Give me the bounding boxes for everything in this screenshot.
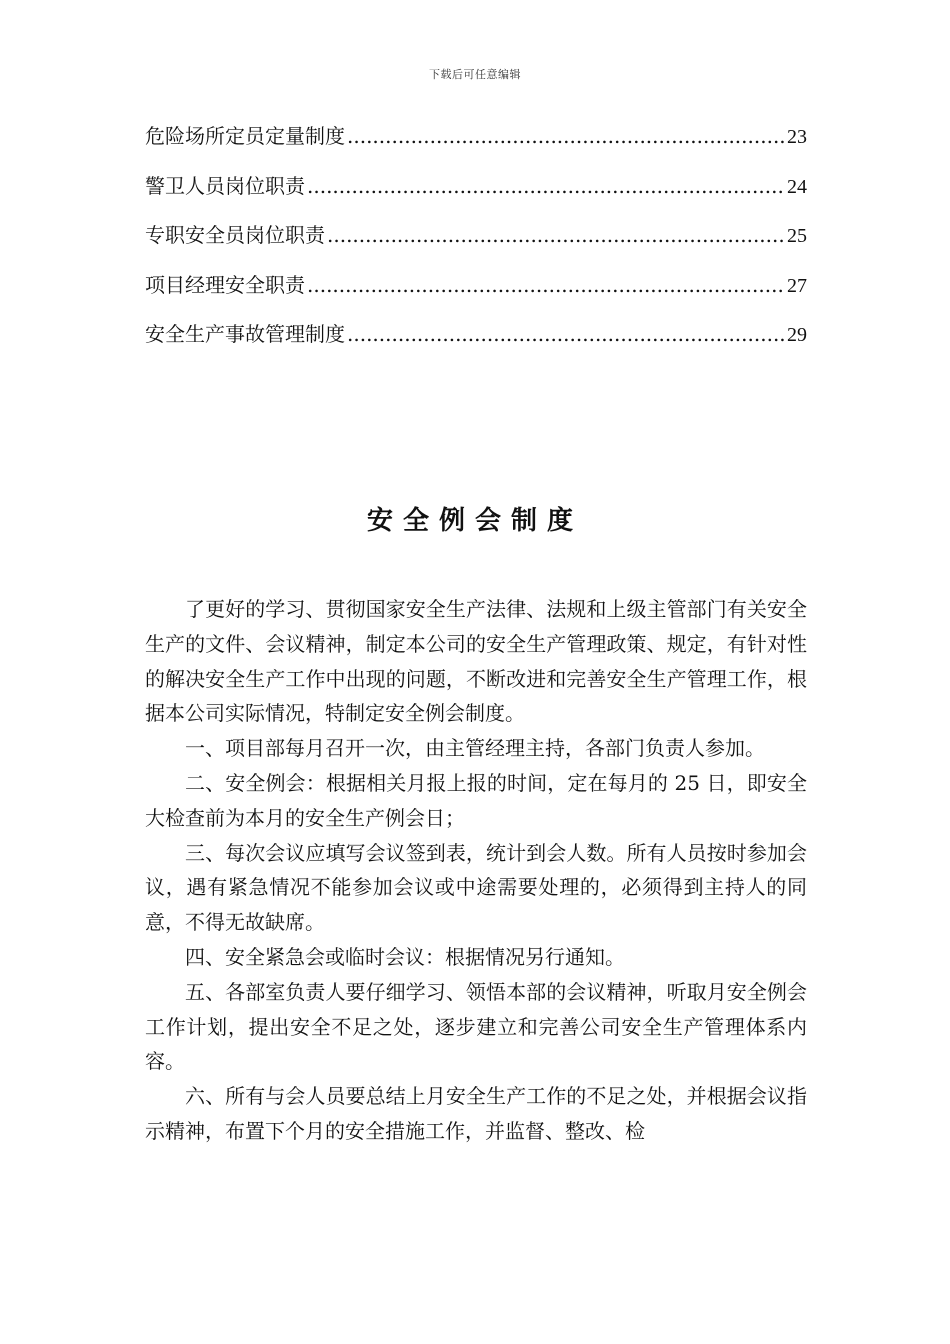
body-paragraph: 二、安全例会：根据相关月报上报的时间，定在每月的 25 日，即安全大检查前为本月的安全生产例会日； <box>145 770 807 830</box>
body-paragraph: 一、项目部每月召开一次，由主管经理主持，各部门负责人参加。 <box>185 736 765 761</box>
toc-entry[interactable] <box>145 217 807 267</box>
toc-entry[interactable] <box>145 168 807 218</box>
toc-leader-dots <box>307 267 785 303</box>
toc-entry[interactable] <box>145 118 807 168</box>
body-paragraph: 四、安全紧急会或临时会议：根据情况另行通知。 <box>185 944 625 969</box>
toc-entry-title: 专职安全员岗位职责 <box>145 223 325 247</box>
toc-entry-page: 27 <box>787 274 807 297</box>
document-title: 安全例会制度 <box>366 506 583 536</box>
toc-entry-title: 危险场所定员定量制度 <box>145 124 345 148</box>
toc-entry-page: 24 <box>787 175 807 198</box>
toc-entry-page: 25 <box>787 225 807 247</box>
toc-leader-dots <box>347 316 785 352</box>
body-paragraph: 三、每次会议应填写会议签到表，统计到会人数。所有人员按时参加会议，遇有紧急情况不能参加会议或中途需要处理的，必须得到主持人的同意，不得无故缺席。 <box>145 840 807 935</box>
toc-leader-dots <box>307 168 785 204</box>
body-paragraph: 了更好的学习、贯彻国家安全生产法律、法规和上级主管部门有关安全生产的文件、会议精神，制定本公司的安全生产管理政策、规定，有针对性的解决安全生产工作中出现的问题，不断改进和完善安全生产管理工作，根据本公司实际情况，特制定安全例会制度。 <box>145 597 807 726</box>
body-paragraph: 六、所有与会人员要总结上月安全生产工作的不足之处，并根据会议指示精神，布置下个月的安全措施工作，并监督、整改、检 <box>145 1084 807 1143</box>
toc-entry-title: 安全生产事故管理制度 <box>145 322 345 346</box>
toc-entry-title: 警卫人员岗位职责 <box>145 173 305 198</box>
toc-entry-title: 项目经理安全职责 <box>145 272 305 297</box>
toc-entry[interactable] <box>145 267 807 317</box>
body-paragraph: 五、各部室负责人要仔细学习、领悟本部的会议精神，听取月安全例会工作计划，提出安全不足之处，逐步建立和完善公司安全生产管理体系内容。 <box>145 979 807 1074</box>
toc-entry-page: 23 <box>787 126 807 148</box>
header-note: 下载后可任意编辑 <box>429 68 521 81</box>
toc-entry-page: 29 <box>787 324 807 346</box>
toc-leader-dots <box>347 118 785 154</box>
toc-leader-dots <box>327 217 785 253</box>
toc-entry[interactable] <box>145 316 807 366</box>
table-of-contents <box>145 118 807 366</box>
document-body <box>145 592 807 1149</box>
